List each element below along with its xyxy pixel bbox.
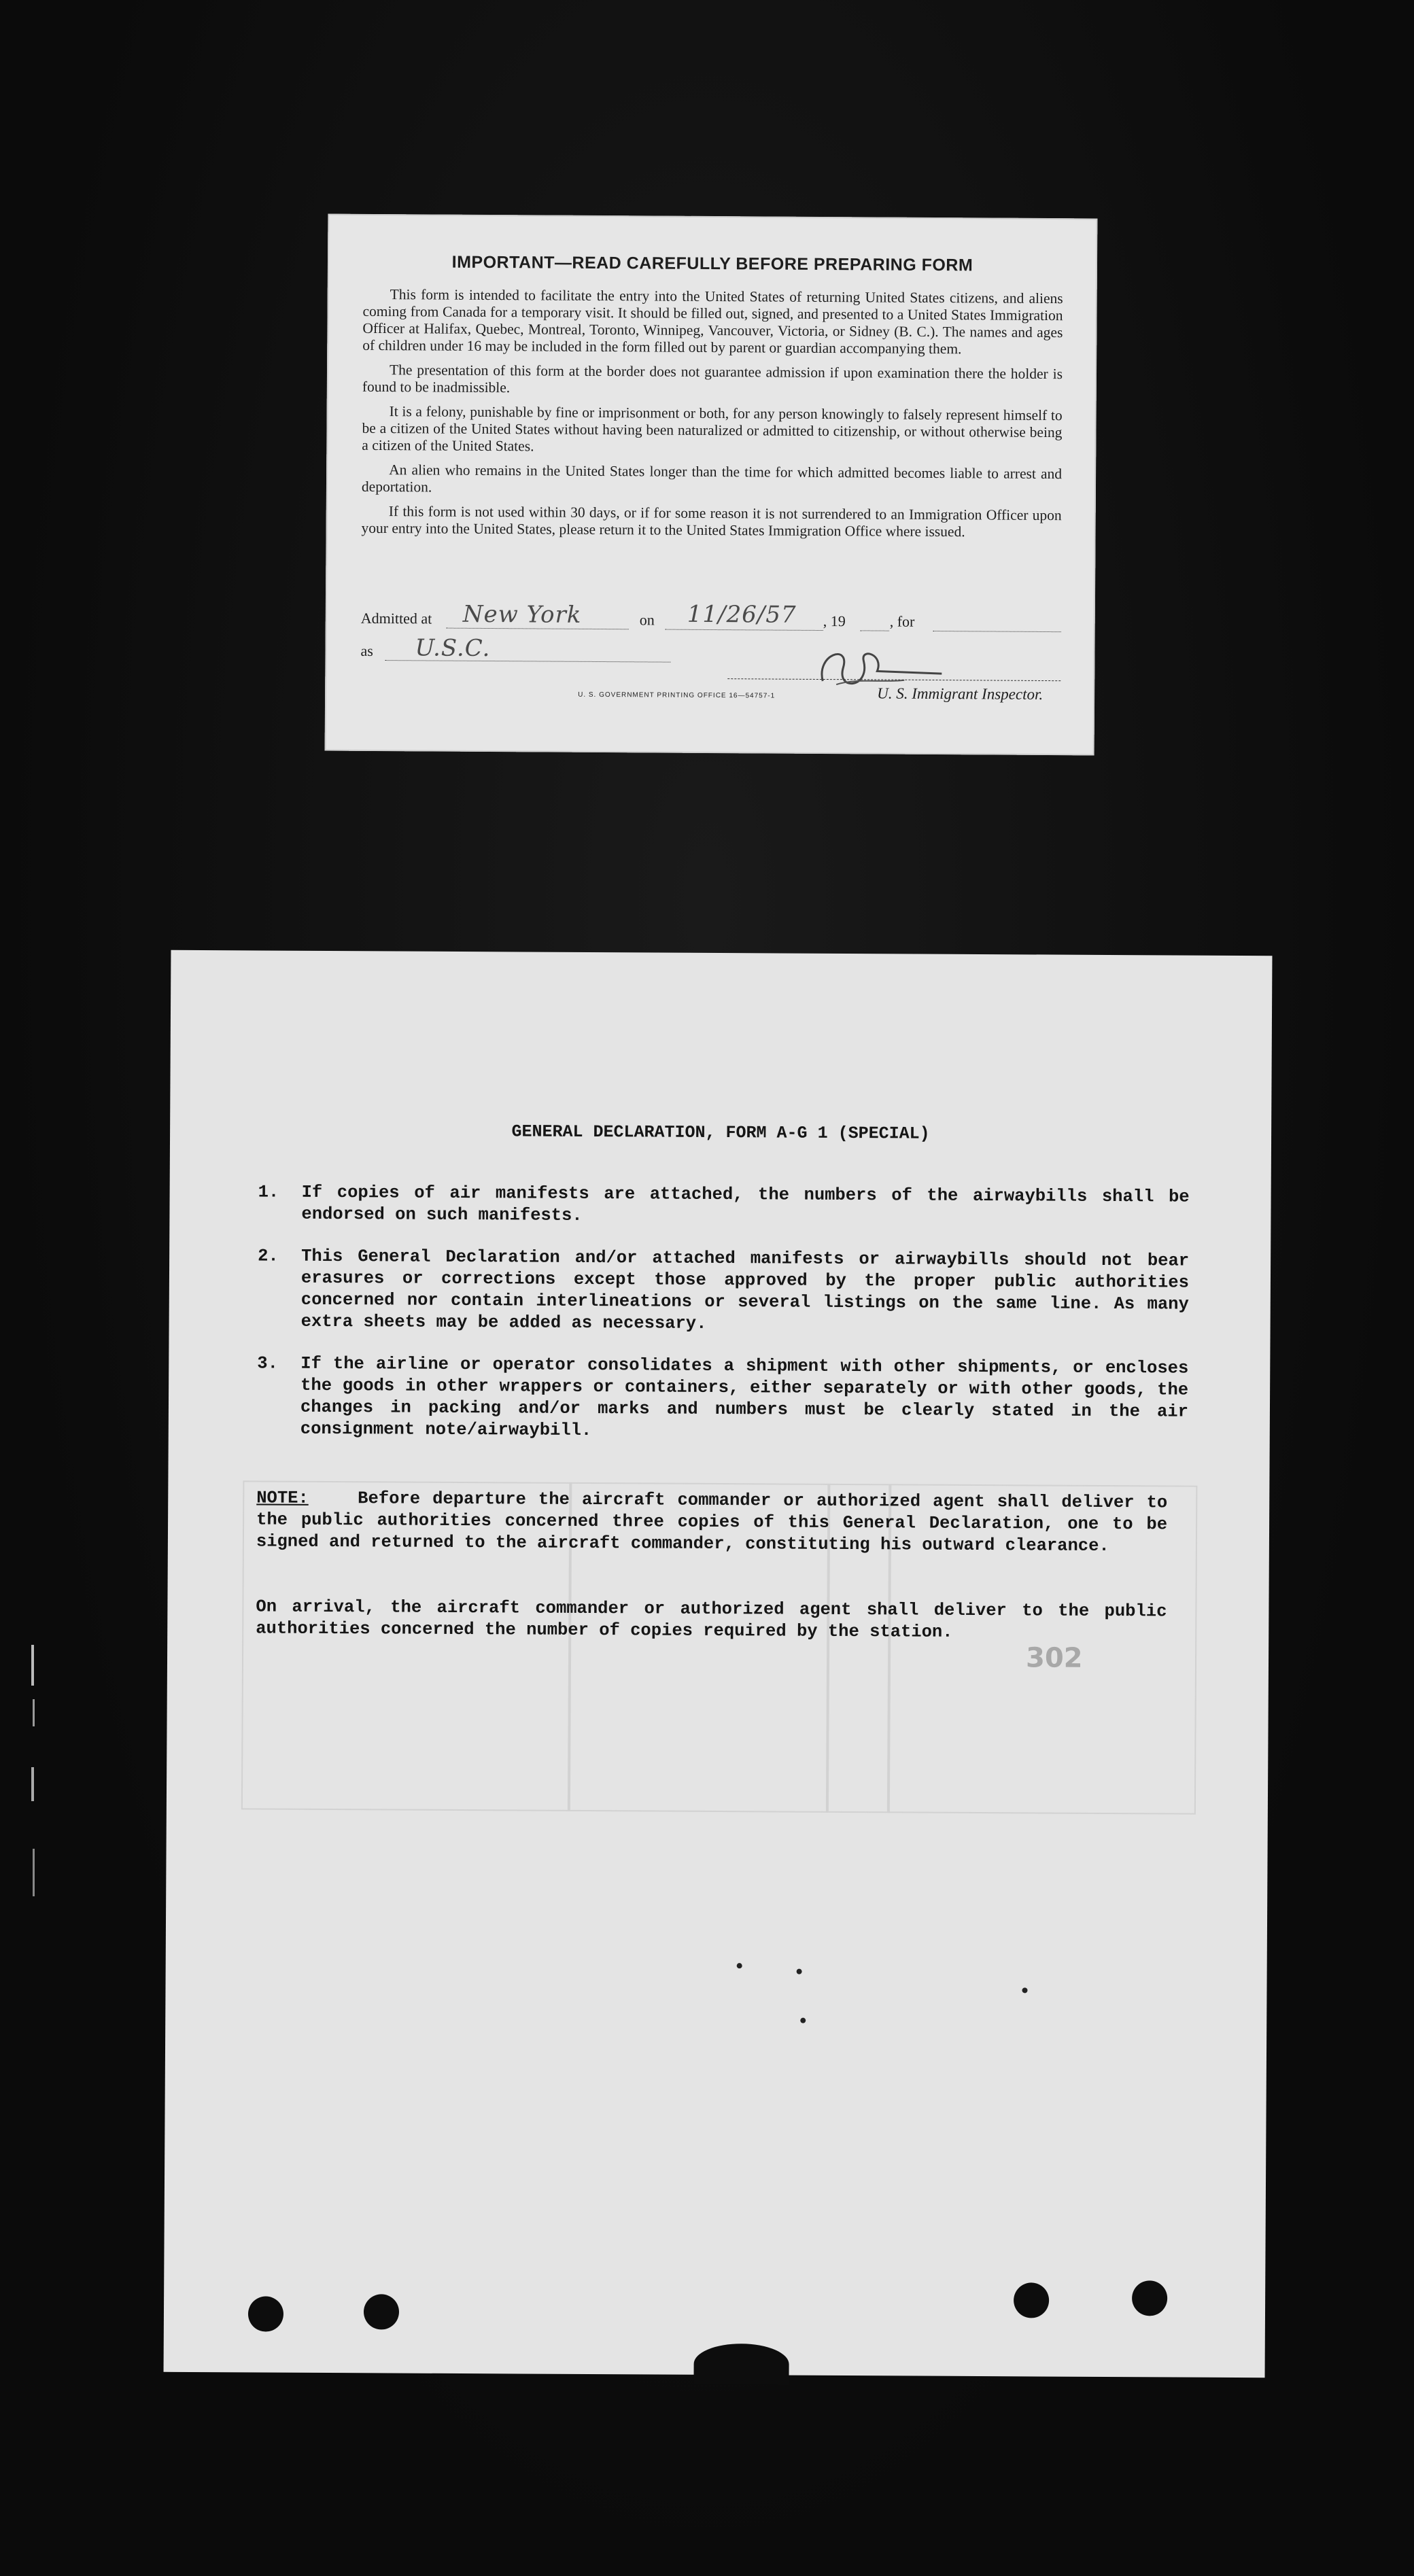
punch-hole [248, 2296, 283, 2331]
ink-speck [797, 1969, 802, 1974]
instruction-paragraph: The presentation of this form at the border does not guarantee admission if upon examination there the holder is found to be inadmissible. [362, 362, 1063, 396]
torn-edge [693, 2344, 789, 2385]
admission-fields [360, 600, 1061, 706]
list-item [258, 1181, 1189, 1230]
item-text: If copies of air manifests are attached, the numbers of the airwaybills shall be endorsed on such manifests. [301, 1182, 1190, 1225]
printing-office-line: U. S. GOVERNMENT PRINTING OFFICE 16—54757-1 [578, 691, 776, 700]
film-edge-marks [27, 1645, 41, 1917]
punch-hole [364, 2294, 399, 2329]
punch-hole [1014, 2282, 1049, 2318]
note-label: NOTE: [256, 1488, 309, 1508]
for-label: , for [889, 612, 915, 630]
inspector-signature [795, 640, 952, 692]
list-item [257, 1353, 1189, 1444]
as-value: U.S.C. [415, 634, 491, 663]
stamp-number: 302 [1025, 1642, 1083, 1674]
instruction-paragraph: This form is intended to facilitate the entry into the United States of returning United States citizens, and aliens coming from Canada for a temporary visit. It should be filled out, signed, and presented to a United States Immigration Officer at Halifax, Quebec, Montreal, Toronto, Winnipeg, Vancouver, Victoria, or Sidney (B. C.). The names and ages of children under 16 may be included in the form filled out by parent or guardian accompanying them. [362, 286, 1063, 358]
admitted-at-label: Admitted at [360, 609, 432, 627]
for-field [933, 613, 1061, 632]
as-label: as [360, 642, 373, 659]
on-date-value: 11/26/57 [687, 600, 797, 629]
inspector-label: U. S. Immigrant Inspector. [877, 684, 1044, 703]
instruction-paragraph: If this form is not used within 30 days, or if for some reason it is not surrendered to an Immigration Officer upon your entry into the United States, please return it to the United States Immigration Office where issued. [361, 503, 1062, 540]
item-text: This General Declaration and/or attached manifests or airwaybills should not bear erasures or corrections except those approved by the proper public authorities concerned nor contain interlineations or several listings on the same line. As many extra sheets may be added as necessary. [300, 1246, 1190, 1334]
ink-speck [1022, 1987, 1027, 1993]
punch-hole [1132, 2280, 1167, 2316]
instruction-paragraph: It is a felony, punishable by fine or imprisonment or both, for any person knowingly to falsely represent himself to be a citizen of the United States without having been naturalized or admitted to citizenship, or without otherwise being a citizen of the United States. [362, 403, 1063, 455]
ink-speck [800, 2018, 806, 2023]
note-paragraph [256, 1487, 1167, 1557]
entry-form-card [325, 214, 1098, 756]
admitted-at-value: New York [462, 600, 582, 629]
list-item [258, 1245, 1190, 1337]
item-number: 3. [257, 1353, 278, 1374]
ink-speck [737, 1963, 742, 1968]
year-label: , 19 [823, 612, 846, 630]
card-heading: IMPORTANT—READ CAREFULLY BEFORE PREPARING FORM [451, 252, 973, 275]
note-text: Before departure the aircraft commander or authorized agent shall deliver to the public authorities concerned three copies of this General Declaration, one to be signed and returned to the aircraft commander, constituting his outward clearance. [256, 1489, 1168, 1556]
on-label: on [639, 611, 655, 629]
item-number: 1. [258, 1182, 279, 1202]
item-number: 2. [258, 1246, 279, 1266]
general-declaration-page [164, 950, 1273, 2378]
item-text: If the airline or operator consolidates a shipment with other shipments, or encloses the goods in other wrappers or containers, either separately or with other goods, the changes in packing and/or marks and numbers must be clearly stated in the air consignment note/airwaybill. [300, 1353, 1189, 1441]
arrival-paragraph: On arrival, the aircraft commander or authorized agent shall deliver to the public authorities concerned the number of copies required by the station. [256, 1597, 1167, 1642]
year-field [861, 612, 889, 631]
page-title: GENERAL DECLARATION, FORM A-G 1 (SPECIAL) [511, 1121, 930, 1144]
declaration-instructions [257, 1181, 1190, 1465]
card-instructions [361, 286, 1063, 549]
instruction-paragraph: An alien who remains in the United States longer than the time for which admitted becomes liable to arrest and deportation. [361, 462, 1063, 495]
